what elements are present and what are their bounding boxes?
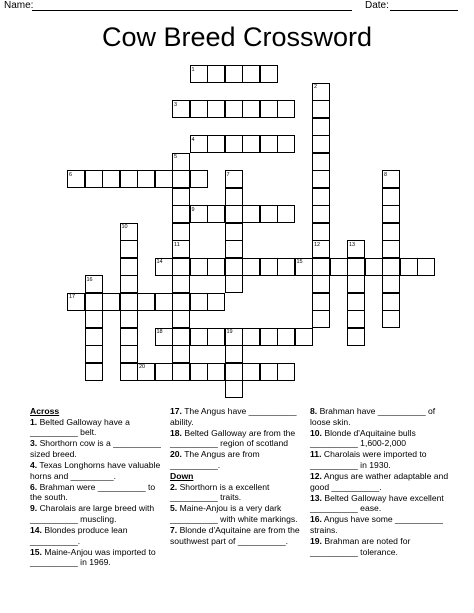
cell-number: 1: [191, 66, 195, 73]
grid-cell[interactable]: [225, 240, 243, 258]
grid-cell[interactable]: [312, 223, 330, 241]
grid-cell[interactable]: [172, 328, 190, 346]
clue-column-2: [170, 406, 304, 547]
grid-cell[interactable]: [207, 258, 225, 276]
grid-cell[interactable]: [225, 380, 243, 398]
grid-cell[interactable]: [85, 293, 103, 311]
clue-text: Texas Longhorns have valuable horns and _________.: [30, 459, 161, 481]
grid-cell[interactable]: [242, 135, 260, 153]
grid-cell[interactable]: [172, 205, 190, 223]
cell-number: 17: [69, 294, 76, 300]
grid-cell[interactable]: [207, 328, 225, 346]
clue: [30, 547, 164, 568]
grid-cell[interactable]: [277, 328, 295, 346]
grid-cell[interactable]: [85, 310, 103, 328]
grid-cell[interactable]: [347, 275, 365, 293]
clue: [310, 471, 450, 492]
cell-number: 2: [314, 84, 318, 90]
clue-number: 20.: [170, 449, 182, 460]
grid-cell[interactable]: [312, 153, 330, 171]
grid-cell[interactable]: [225, 135, 243, 153]
clue: [30, 460, 164, 481]
grid-cell[interactable]: [120, 363, 138, 381]
clue-number: 12.: [310, 471, 322, 482]
grid-cell[interactable]: [382, 188, 400, 206]
clue: [170, 482, 304, 503]
clue-number: 4.: [30, 459, 38, 470]
grid-cell[interactable]: [190, 170, 208, 188]
grid-cell[interactable]: [242, 258, 260, 276]
grid-cell[interactable]: [347, 310, 365, 328]
clue-number: 13.: [310, 492, 322, 503]
page-title: Cow Breed Crossword: [101, 22, 373, 52]
grid-cell[interactable]: [225, 188, 243, 206]
clue-text: Belted Galloway have excellent __________ ease.: [310, 492, 444, 514]
grid-cell[interactable]: [260, 205, 278, 223]
grid-cell[interactable]: [347, 293, 365, 311]
grid-cell[interactable]: [207, 65, 225, 83]
grid-cell[interactable]: [277, 258, 295, 276]
grid-cell[interactable]: [382, 240, 400, 258]
cell-number: 6: [69, 171, 73, 178]
cell-number: 19: [226, 329, 233, 335]
clue: [170, 449, 304, 470]
grid-cell[interactable]: [225, 258, 243, 276]
grid-cell[interactable]: [207, 363, 225, 381]
grid-cell[interactable]: [85, 345, 103, 363]
name-label: Name:: [4, 0, 34, 11]
grid-cell[interactable]: [260, 135, 278, 153]
grid-cell[interactable]: [85, 363, 103, 381]
clue: [30, 417, 164, 438]
clue-column-1: [30, 406, 164, 568]
cell-number: 7: [226, 171, 230, 178]
clue-text: Charolais are large breed with __________ muscling.: [30, 503, 155, 524]
grid-cell[interactable]: [207, 135, 225, 153]
clue: [170, 525, 304, 546]
grid-cell[interactable]: [382, 275, 400, 293]
grid-cell[interactable]: [225, 275, 243, 293]
grid-cell[interactable]: [120, 310, 138, 328]
grid-cell[interactable]: [312, 275, 330, 293]
date-label: Date:: [365, 0, 389, 11]
cell-number: 20: [139, 364, 146, 370]
clue-text: Angus are wather adaptable and good __________.: [310, 471, 449, 492]
grid-cell[interactable]: [172, 310, 190, 328]
grid-cell[interactable]: [190, 258, 208, 276]
clue-number: 16.: [310, 514, 322, 525]
grid-cell[interactable]: [417, 258, 435, 276]
clue-text: Blondes produce lean __________.: [30, 525, 128, 546]
grid-cell[interactable]: [277, 363, 295, 381]
cell-number: 8: [384, 171, 388, 178]
grid-cell[interactable]: [137, 293, 155, 311]
grid-cell[interactable]: [277, 100, 295, 118]
grid-cell[interactable]: [347, 328, 365, 346]
cell-number: 11: [174, 241, 180, 248]
clue: [30, 482, 164, 503]
grid-cell[interactable]: [312, 118, 330, 136]
grid-cell[interactable]: [242, 65, 260, 83]
grid-cell[interactable]: [172, 258, 190, 276]
grid-cell[interactable]: [120, 258, 138, 276]
clue-number: 5.: [170, 503, 178, 514]
clue: [310, 428, 450, 449]
clue: [170, 428, 304, 449]
cell-number: 13: [349, 241, 356, 248]
grid-cell[interactable]: [347, 258, 365, 276]
cell-number: 3: [174, 101, 178, 108]
clue-number: 2.: [170, 481, 178, 492]
clue-text: Brahman were __________ to the south.: [30, 481, 156, 503]
grid-cell[interactable]: [190, 363, 208, 381]
clue-number: 11.: [310, 449, 322, 460]
grid-cell[interactable]: [242, 100, 260, 118]
grid-cell[interactable]: [312, 135, 330, 153]
clue-number: 3.: [30, 438, 38, 449]
clue-number: 1.: [30, 416, 38, 427]
clue-text: Charolais were imported to __________ in 1930.: [310, 449, 427, 470]
clue: [310, 493, 450, 514]
grid-cell[interactable]: [260, 258, 278, 276]
clue-text: Shorthorn cow is a __________ sized breed.: [30, 438, 161, 459]
grid-cell[interactable]: [207, 100, 225, 118]
grid-cell[interactable]: [382, 293, 400, 311]
grid-cell[interactable]: [260, 328, 278, 346]
grid-cell[interactable]: [120, 293, 138, 311]
clue-number: 15.: [30, 546, 42, 557]
clue-text: The Angus have __________ ability.: [170, 406, 297, 427]
clue-number: 9.: [30, 503, 38, 514]
grid-cell[interactable]: [120, 240, 138, 258]
across-heading: Across: [30, 406, 60, 416]
clue-number: 18.: [170, 427, 182, 438]
grid-cell[interactable]: [400, 258, 418, 276]
clue: [170, 503, 304, 524]
clue-number: 10.: [310, 427, 322, 438]
cell-number: 10: [121, 224, 128, 230]
grid-cell[interactable]: [172, 170, 190, 188]
clue-text: Maine-Anjou is a very dark __________ with white markings.: [170, 503, 298, 524]
cell-number: 4: [191, 136, 195, 143]
grid-cell[interactable]: [155, 293, 173, 311]
grid-cell[interactable]: [225, 345, 243, 363]
clue-text: Maine-Anjou was imported to __________ in 1969.: [30, 546, 156, 568]
grid-cell[interactable]: [382, 205, 400, 223]
clue-text: Belted Galloway are from the __________ region of scotland: [170, 427, 296, 449]
grid-cell[interactable]: [312, 170, 330, 188]
grid-cell[interactable]: [242, 328, 260, 346]
grid-cell[interactable]: [295, 328, 313, 346]
grid-cell[interactable]: [225, 223, 243, 241]
clue-text: Shorthorn is a excellent __________ traits.: [170, 481, 270, 503]
grid-cell[interactable]: [260, 100, 278, 118]
clue-text: Belted Galloway have a __________ belt.: [30, 416, 130, 438]
clue: [310, 449, 450, 470]
clue-number: 14.: [30, 525, 42, 536]
cell-number: 14: [156, 259, 163, 265]
clue: [310, 514, 450, 535]
clue: [30, 438, 164, 459]
clue-column-3: [310, 406, 450, 558]
grid-cell[interactable]: [207, 293, 225, 311]
grid-cell[interactable]: [155, 170, 173, 188]
grid-cell[interactable]: [225, 100, 243, 118]
clue: [310, 406, 450, 427]
grid-cell[interactable]: [190, 328, 208, 346]
grid-cell[interactable]: [172, 188, 190, 206]
grid-cell[interactable]: [155, 363, 173, 381]
grid-cell[interactable]: [225, 205, 243, 223]
grid-cell[interactable]: [260, 65, 278, 83]
grid-cell[interactable]: [172, 223, 190, 241]
grid-cell[interactable]: [85, 170, 103, 188]
clue-number: 17.: [170, 406, 182, 416]
down-heading: Down: [170, 471, 194, 482]
cell-number: 18: [156, 329, 163, 335]
clue-text: Blonde d'Aquitaine bulls __________ 1,600-2,000: [310, 427, 416, 449]
grid-cell[interactable]: [120, 328, 138, 346]
cell-number: 5: [174, 154, 178, 160]
cell-number: 12: [314, 241, 321, 248]
clue-number: 19.: [310, 536, 322, 547]
grid-cell[interactable]: [277, 135, 295, 153]
clue-text: Brahman have __________ of loose skin.: [310, 406, 436, 427]
grid-cell[interactable]: [365, 258, 383, 276]
grid-cell[interactable]: [312, 205, 330, 223]
grid-cell[interactable]: [312, 100, 330, 118]
clue-number: 6.: [30, 481, 38, 492]
grid-cell[interactable]: [242, 363, 260, 381]
grid-cell[interactable]: [172, 345, 190, 363]
grid-cell[interactable]: [330, 258, 348, 276]
clue-text: Blonde d'Aquitaine are from the southwest part of __________.: [170, 525, 300, 546]
cell-number: 16: [86, 276, 93, 283]
cell-number: 15: [296, 259, 303, 265]
grid-cell[interactable]: [172, 363, 190, 381]
clue: [30, 503, 164, 524]
grid-cell[interactable]: [225, 363, 243, 381]
clue-number: 7.: [170, 525, 178, 536]
grid-cell[interactable]: [120, 170, 138, 188]
grid-cell[interactable]: [172, 293, 190, 311]
grid-cell[interactable]: [382, 258, 400, 276]
grid-cell[interactable]: [102, 293, 120, 311]
grid-cell[interactable]: [85, 328, 103, 346]
grid-cell[interactable]: [190, 293, 208, 311]
grid-cell[interactable]: [207, 205, 225, 223]
grid-cell[interactable]: [102, 170, 120, 188]
cell-number: 9: [191, 206, 195, 213]
grid-cell[interactable]: [120, 345, 138, 363]
grid-cell[interactable]: [190, 100, 208, 118]
clue: [170, 406, 304, 427]
grid-cell[interactable]: [242, 205, 260, 223]
grid-cell[interactable]: [382, 310, 400, 328]
clue: [30, 525, 164, 546]
grid-cell[interactable]: [137, 170, 155, 188]
grid-cell[interactable]: [312, 310, 330, 328]
grid-cell[interactable]: [312, 258, 330, 276]
clue-text: Brahman are noted for __________ tolerance.: [310, 536, 411, 557]
grid-cell[interactable]: [277, 205, 295, 223]
clue: [310, 536, 450, 557]
grid-cell[interactable]: [312, 293, 330, 311]
grid-cell[interactable]: [312, 188, 330, 206]
grid-cell[interactable]: [260, 363, 278, 381]
grid-cell[interactable]: [382, 223, 400, 241]
grid-cell[interactable]: [225, 65, 243, 83]
grid-cell[interactable]: [120, 275, 138, 293]
clue-number: 8.: [310, 406, 318, 416]
grid-cell[interactable]: [172, 275, 190, 293]
clue-text: Angus have some __________ strains.: [310, 514, 443, 536]
clue-text: The Angus are from __________.: [170, 449, 260, 470]
